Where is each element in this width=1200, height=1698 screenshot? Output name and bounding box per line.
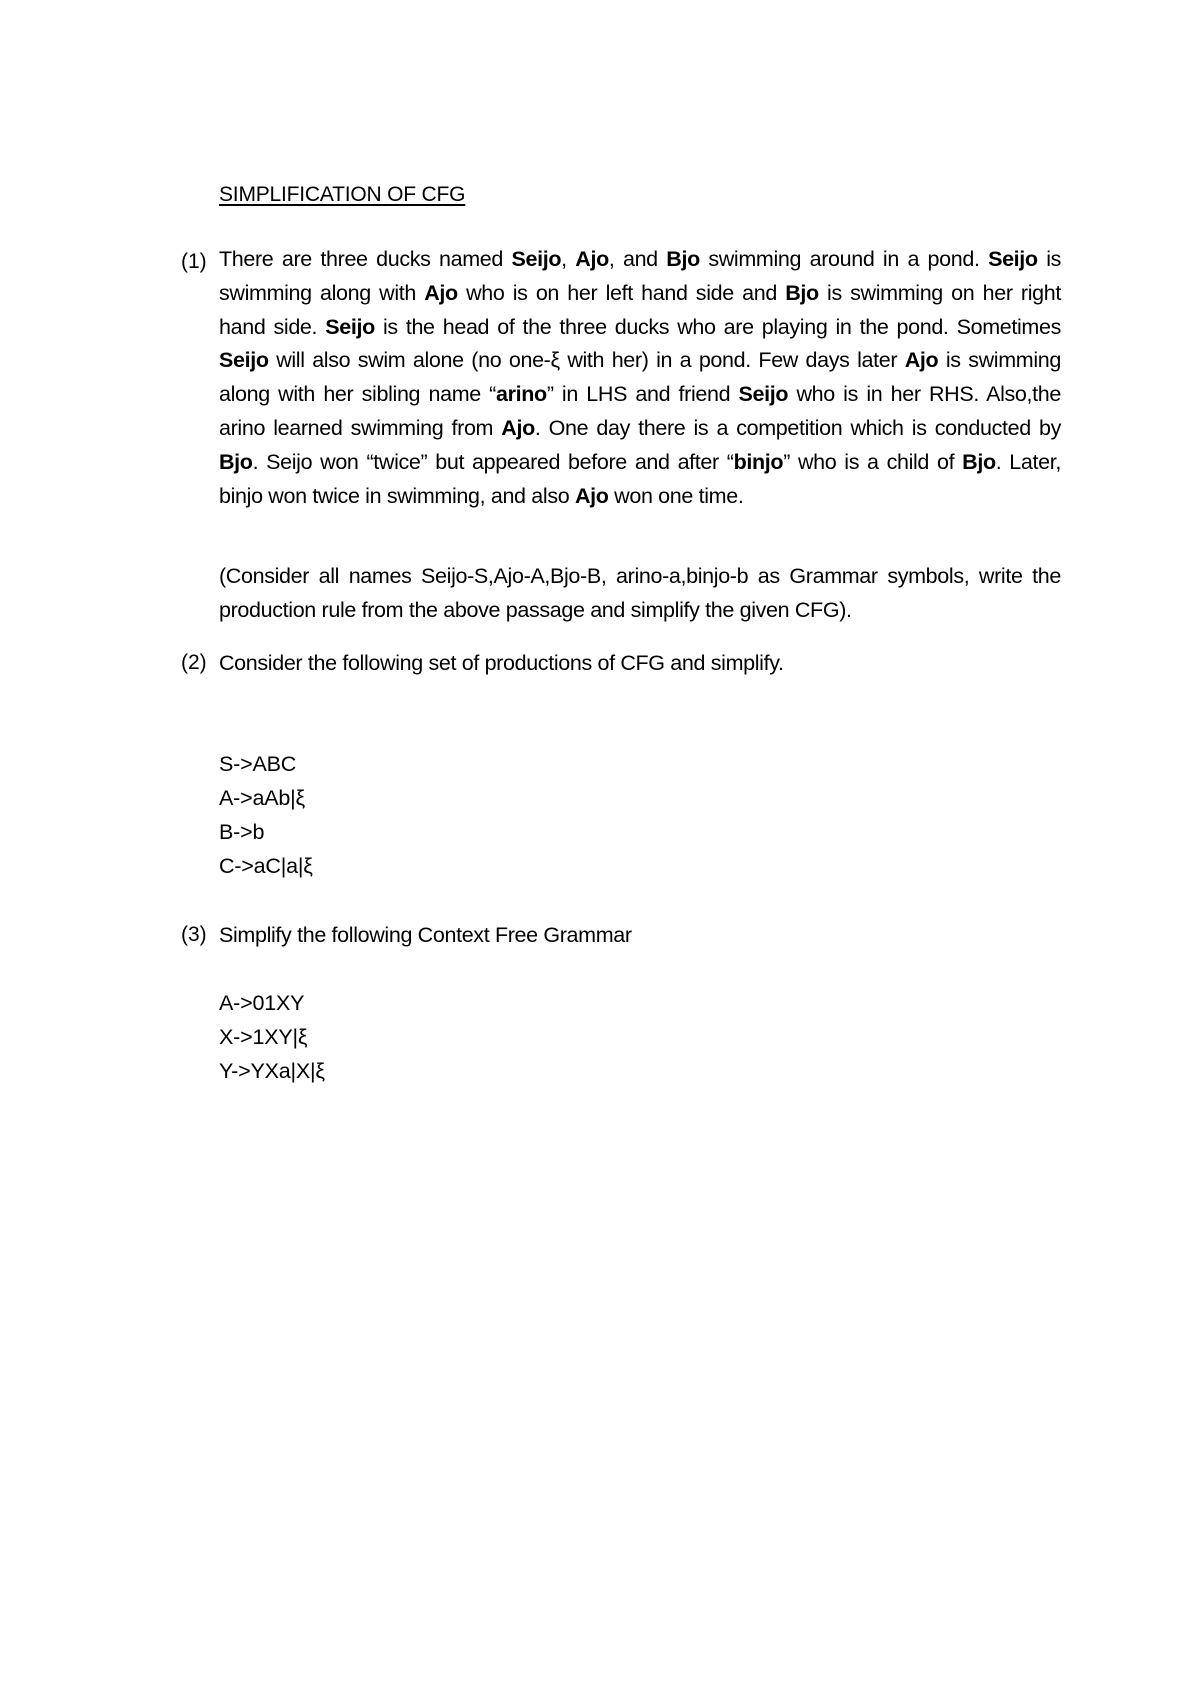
passage-text: ” who is a child of	[783, 449, 963, 474]
passage-text: , and	[608, 247, 667, 271]
question-3-text: Simplify the following Context Free Grammar	[219, 923, 632, 947]
character-name: Ajo	[574, 483, 609, 508]
question-1-note-block	[219, 560, 1061, 628]
passage-text: . One day there is a competition which is conducted by	[534, 415, 1061, 440]
passage-text: is swimming on her right hand side.	[219, 280, 1061, 339]
passage-text: swimming around in a pond.	[699, 247, 989, 271]
character-name: Ajo	[575, 247, 609, 271]
production-rule: A->aAb|ξ	[219, 786, 305, 810]
passage-text: ,	[561, 247, 576, 271]
passage-text: There are three ducks named	[219, 247, 512, 271]
question-1-text	[219, 243, 1061, 513]
passage-text: ” in LHS and friend	[546, 382, 739, 407]
passage-text: will also swim alone (no one-ξ with her) in a pond. Few days later	[268, 348, 905, 373]
character-name: Bjo	[666, 247, 700, 271]
character-name: Seijo	[325, 314, 375, 339]
passage-text: is swimming along with her sibling name “	[219, 348, 1061, 407]
character-name: Ajo	[424, 280, 458, 305]
production-rule: X->1XY|ξ	[219, 1025, 308, 1049]
character-name: Bjo	[219, 449, 253, 474]
character-name: Ajo	[501, 415, 535, 440]
production-rule: B->b	[219, 820, 265, 844]
passage-text: won one time.	[608, 483, 744, 508]
question-2-text: Consider the following set of productions of CFG and simplify.	[219, 651, 784, 675]
character-name: Ajo	[904, 348, 939, 373]
passage-text: who is on her left hand side and	[457, 280, 786, 305]
passage-text: is swimming along with	[219, 247, 1062, 305]
production-rule: C->aC|a|ξ	[219, 854, 313, 878]
passage-text: . Later, binjo won twice in swimming, and also	[219, 449, 1061, 508]
question-2-number: (2)	[181, 651, 207, 674]
production-rule: A->01XY	[219, 991, 305, 1015]
character-name: Seijo	[219, 348, 269, 373]
passage-text: who is in her RHS. Also,the arino learned swimming from	[219, 382, 1061, 440]
page-title: SIMPLIFICATION OF CFG	[219, 183, 466, 206]
character-name: Bjo	[962, 449, 996, 474]
character-name: binjo	[733, 449, 784, 474]
character-name: Seijo	[738, 382, 789, 407]
production-rule: S->ABC	[219, 752, 297, 776]
question-3-number: (3)	[181, 923, 207, 946]
character-name: Seijo	[988, 247, 1038, 271]
question-1-passage	[219, 243, 1061, 513]
character-name: arino	[495, 382, 547, 407]
character-name: Seijo	[511, 247, 562, 271]
question-1-note: (Consider all names Seijo-S,Ajo-A,Bjo-B, arino-a,binjo-b as Grammar symbols, write the production rule from the above passage and simplify the given CFG).	[219, 564, 1061, 622]
passage-text: . Seijo won “twice” but appeared before and after “	[252, 449, 734, 474]
production-rule: Y->YXa|X|ξ	[219, 1059, 325, 1083]
character-name: Bjo	[785, 280, 819, 305]
question-1-number: (1)	[181, 250, 207, 273]
passage-text: is the head of the three ducks who are playing in the pond. Sometimes	[374, 314, 1062, 339]
